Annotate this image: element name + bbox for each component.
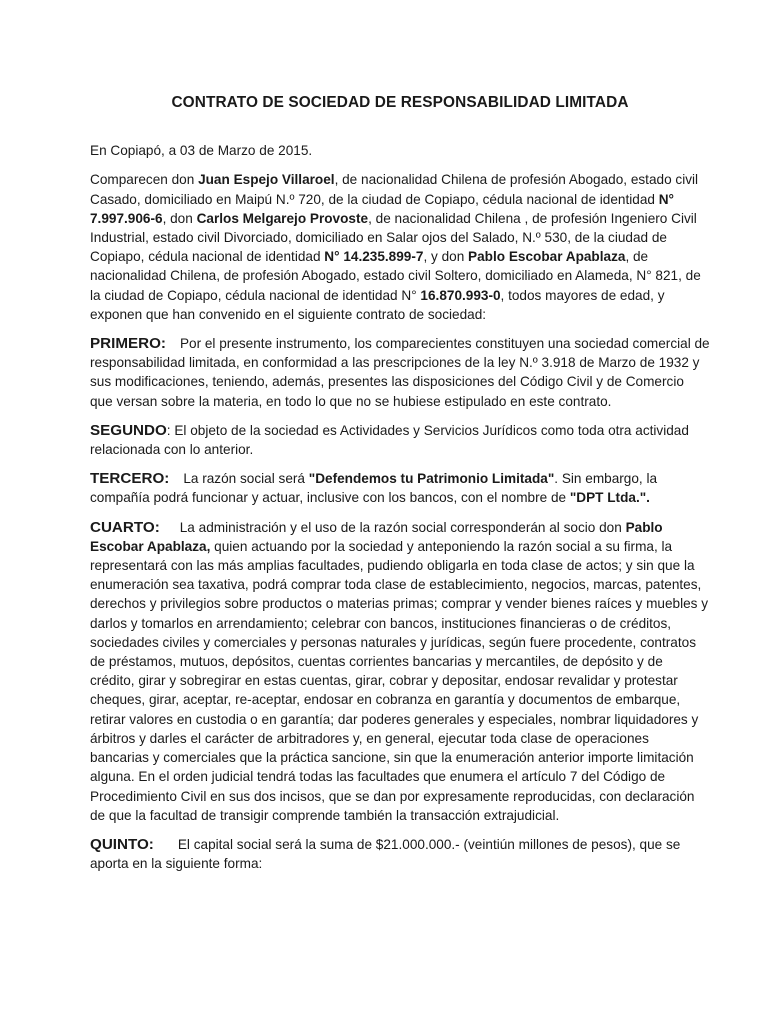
clause-cuarto <box>90 518 710 825</box>
party-name: Carlos Melgarejo Provoste <box>196 210 369 226</box>
intro-text: Comparecen don <box>90 172 199 188</box>
date-line: En Copiapó, a 03 de Marzo de 2015. <box>90 143 313 159</box>
intro-text: , de nacionalidad Chilena , de profesión Ingeniero Civil Industrial, estado civil Divorciado, domiciliado en Salar ojos del Salado, N.º 530, de la ciudad de Copiapo, cédula nacional de identidad <box>90 210 697 265</box>
clause-text: . Sin embargo, la compañía podrá funcionar y actuar, inclusive con los bancos, con el nombre de <box>90 471 658 506</box>
clause-quinto <box>90 835 710 873</box>
intro-text: , todos mayores de edad, y exponen que han convenido en el siguiente contrato de sociedad: <box>90 287 665 322</box>
intro-paragraph <box>90 170 710 324</box>
clause-text: Por el presente instrumento, los comparecientes constituyen una sociedad comercial de responsabilidad limitada, en conformidad a las prescripciones de la ley N.º 3.918 de Marzo de 1932 y sus modificaciones, teniendo, además, presentes las disposiciones del Código Civil y de Comercio que versan sobre la materia, en todo lo que no se hubiese estipulado en este contrato. <box>90 336 710 409</box>
company-name: "Defendemos tu Patrimonio Limitada" <box>308 471 555 487</box>
intro-text: , y don <box>423 249 469 265</box>
clause-text: El capital social será la suma de $21.000.000.- (veintiún millones de pesos), que se aporta en la siguiente forma: <box>90 836 681 872</box>
intro-text: , de nacionalidad Chilena de profesión Abogado, estado civil Casado, domiciliado en Maipú N.º 720, de la ciudad de Copiapo, cédula nacional de identidad <box>90 172 699 207</box>
id-number: N° 7.997.906-6 <box>90 191 674 226</box>
clause-tercero <box>90 469 710 507</box>
intro-text: , don <box>162 210 197 226</box>
clause-segundo <box>90 421 710 459</box>
clause-primero <box>90 334 710 411</box>
company-short-name: "DPT Ltda.". <box>569 490 650 506</box>
clause-heading: PRIMERO: <box>90 335 166 353</box>
clause-text: La razón social será <box>183 471 309 487</box>
clause-text: La administración y el uso de la razón social corresponderán al socio don <box>179 519 626 535</box>
party-name: Pablo Escobar Apablaza <box>468 249 626 265</box>
id-number: 16.870.993-0 <box>420 287 501 303</box>
intro-text: , de nacionalidad Chilena, de profesión Abogado, estado civil Soltero, domiciliado en Alameda, N° 821, de la ciudad de Copiapo, cédula nacional de identidad N° <box>90 249 701 303</box>
clause-text: : El objeto de la sociedad es Actividades y Servicios Jurídicos como toda otra actividad relacionada con lo anterior. <box>90 422 689 458</box>
clause-heading: QUINTO: <box>90 835 154 853</box>
document-title: CONTRATO DE SOCIEDAD DE RESPONSABILIDAD LIMITADA <box>171 94 629 111</box>
clause-heading: CUARTO: <box>90 518 160 536</box>
party-name: Juan Espejo Villaroel <box>198 172 335 188</box>
clause-text: quien actuando por la sociedad y anteponiendo la razón social a su firma, la representará con las más amplias facultades, pudiendo obligarla en toda clase de actos; y sin que la enumeración sea taxativa, podrá comprar toda clase de establecimiento, negocios, marcas, patentes, derechos y privilegios sobre productos o materias primas; comprar y vender bienes raíces y muebles y darlos y tomarlos en arrendamiento; celebrar con bancos, instituciones financieras o de créditos, sociedades civiles y comerciales y personas naturales y jurídicas, según fuere procedente, contratos de préstamos, mutuos, depósitos, cuentas corrientes bancarias y mercantiles, de depósito y de crédito, girar y sobregirar en estas cuentas, girar, cobrar y depositar, endosar revalidar y protestar cheques, girar, aceptar, re-aceptar, endosar en cobranza en garantía y documentos de embarque, retirar valores en custodia o en garantía; dar poderes generales y especiales, nombrar liquidadores y árbitros y darles el carácter de arbitradores y, en general, ejecutar toda clase de operaciones bancarias y comerciales que la práctica sancione, sin que la enumeración anterior importe limitación alguna. En el orden judicial tendrá todas las facultades que enumera el artículo 7 del Código de Procedimiento Civil en sus dos incisos, que se dan por expresamente reproducidas, con declaración de que la facultad de transigir comprende también la transacción extrajudicial. <box>90 538 709 823</box>
administrator-name: Pablo Escobar Apablaza, <box>90 519 663 554</box>
clause-heading: TERCERO: <box>90 470 170 488</box>
clause-heading: SEGUNDO <box>90 421 167 439</box>
contract-page <box>90 93 710 883</box>
id-number: N° 14.235.899-7 <box>324 249 424 265</box>
